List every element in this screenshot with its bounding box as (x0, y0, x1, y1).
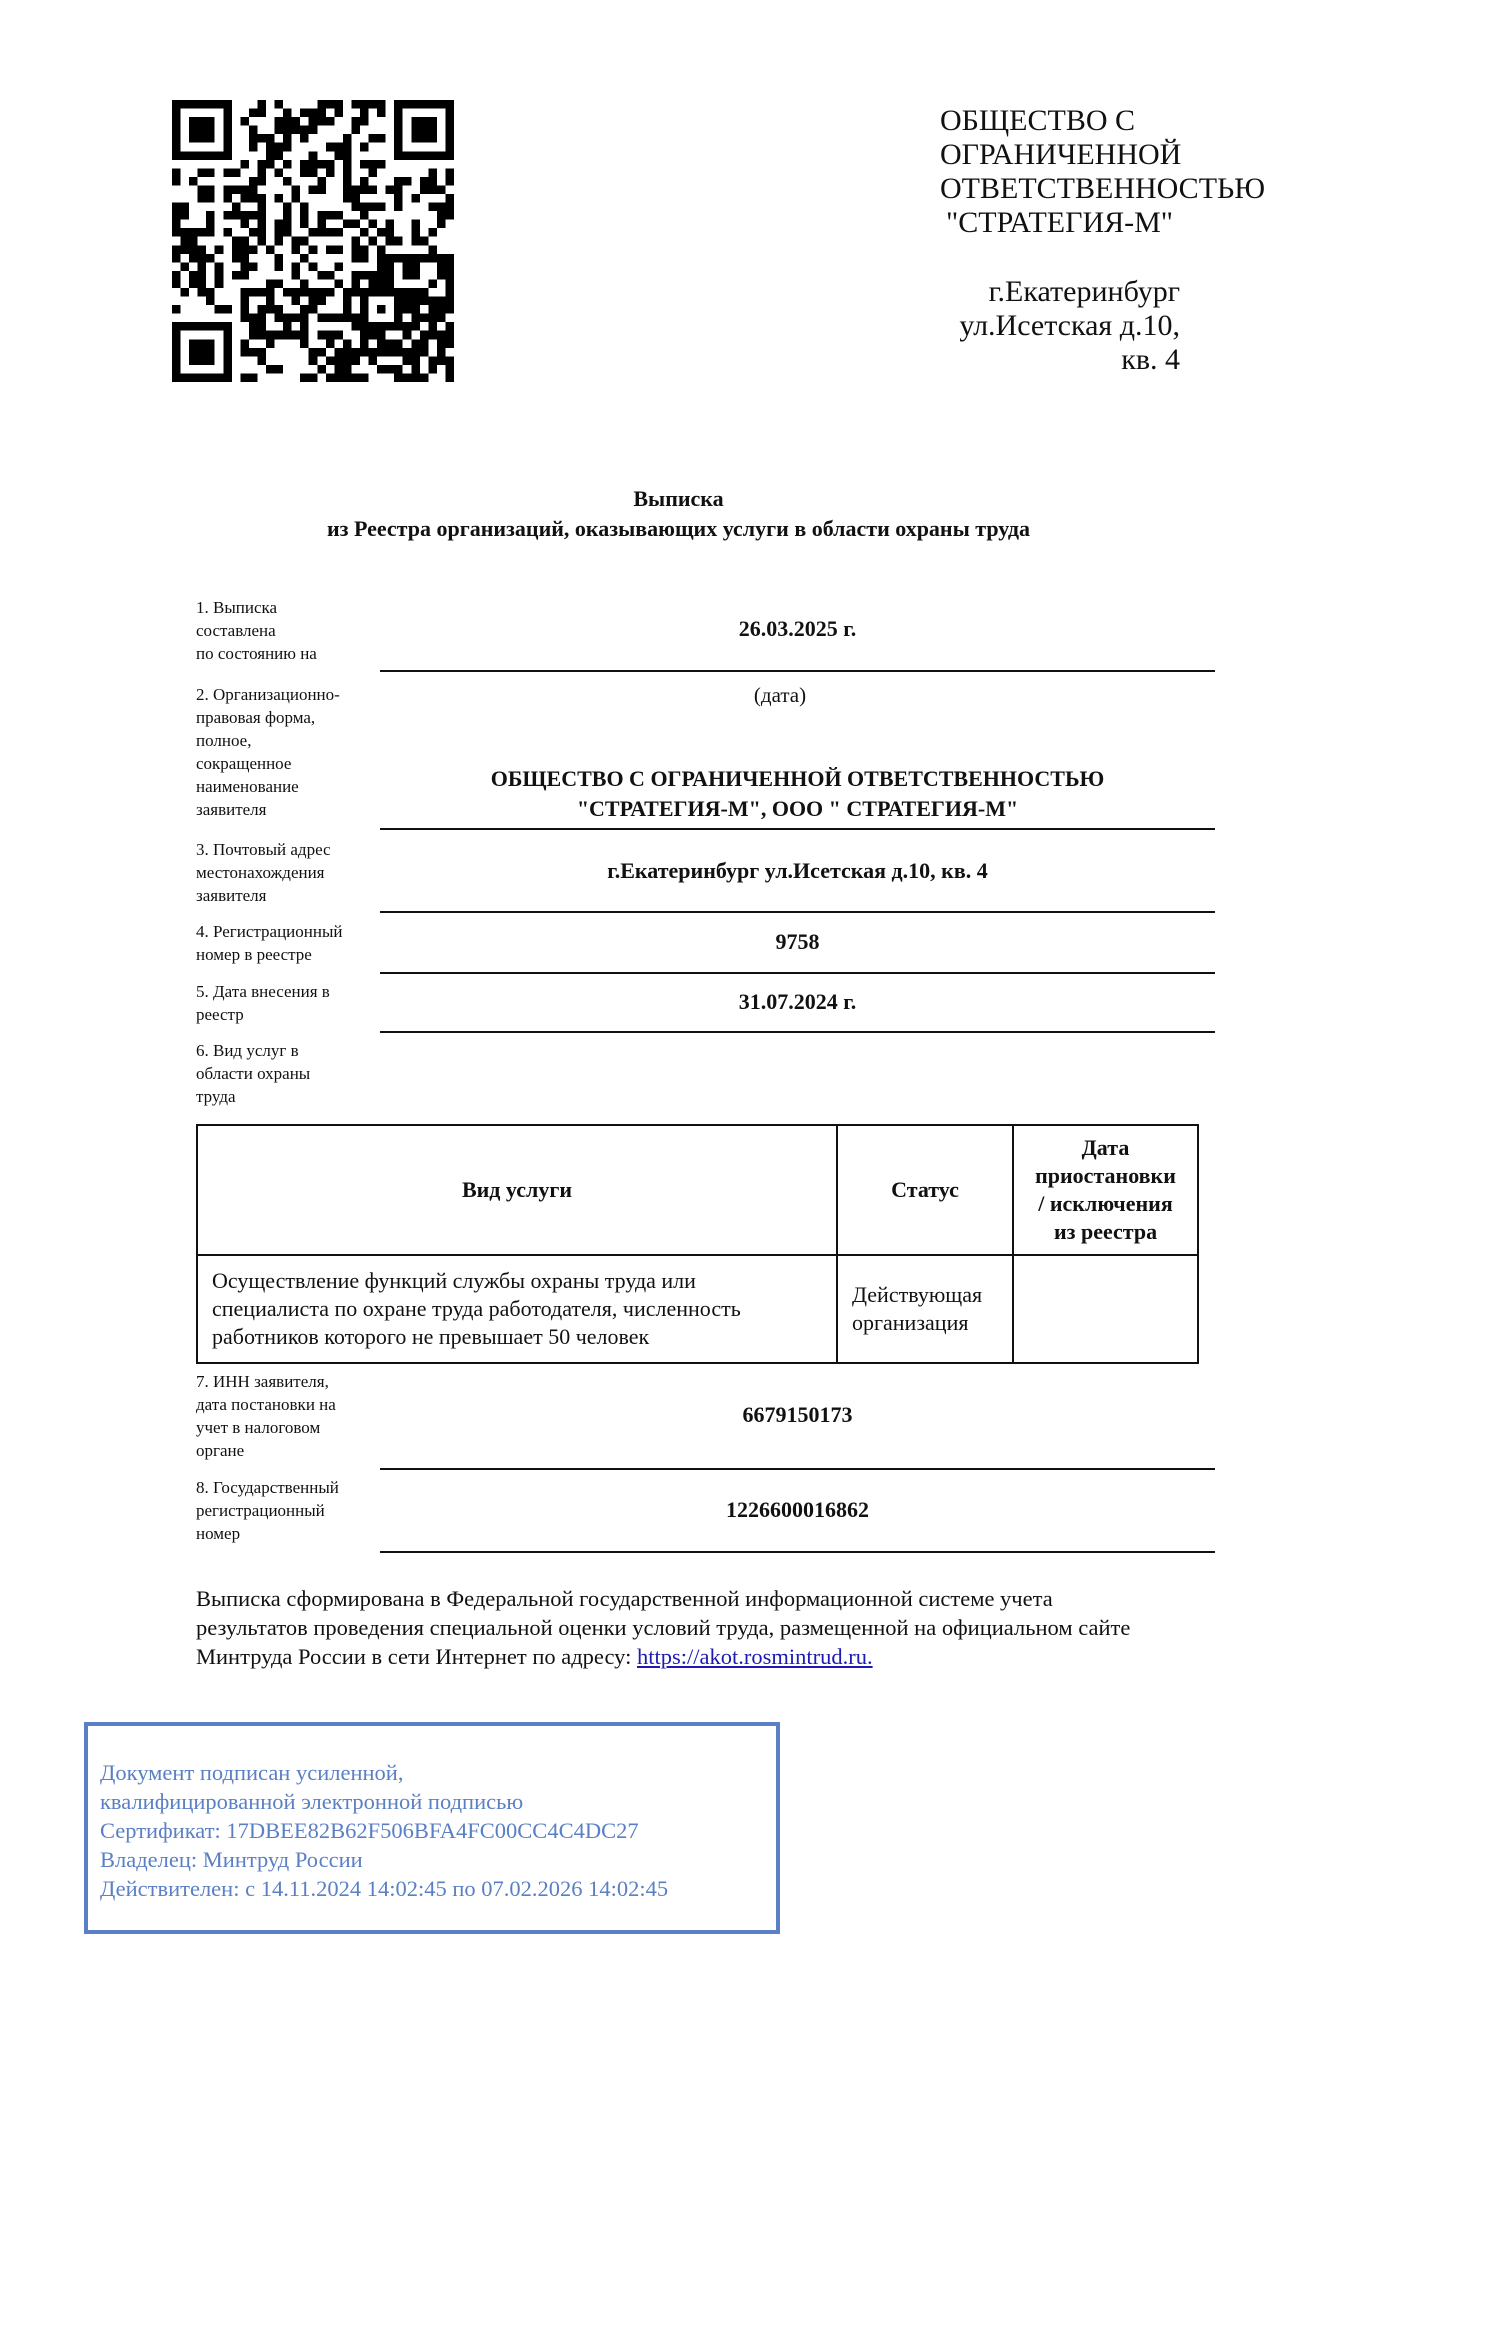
label-line: реестр (196, 1005, 244, 1024)
header-status: Статус (837, 1125, 1013, 1255)
label-line: 7. ИНН заявителя, (196, 1372, 329, 1391)
label-line: составлена (196, 621, 276, 640)
title-line-2: из Реестра организаций, оказывающих услуги в области охраны труда (326, 516, 1031, 541)
label-line: 6. Вид услуг в (196, 1041, 299, 1060)
addressee-address (940, 275, 1180, 377)
field-8-value: 1226600016862 (726, 1497, 869, 1522)
label-line: дата постановки на (196, 1395, 336, 1414)
field-8-underline (380, 1551, 1215, 1553)
field-1-hint: (дата) (753, 683, 807, 707)
label-line: полное, (196, 731, 252, 750)
rosmintrud-link[interactable]: https://akot.rosmintrud.ru. (637, 1644, 873, 1669)
cell-line: Действующая (852, 1282, 983, 1307)
cell-line: Осуществление функций службы охраны труда или (212, 1268, 696, 1293)
field-4-underline (380, 972, 1215, 974)
field-1-underline (380, 670, 1215, 672)
address-line: г.Екатеринбург (988, 275, 1180, 308)
cell-status (837, 1255, 1013, 1363)
footer-line-prefix: Минтруда России в сети Интернет по адресу: (196, 1644, 637, 1669)
label-line: заявителя (196, 886, 267, 905)
field-4-label (196, 920, 381, 966)
footer-line: Выписка сформирована в Федеральной государственной информационной системе учета (196, 1586, 1053, 1611)
field-1-value: 26.03.2025 г. (738, 616, 857, 641)
table-row (197, 1255, 1198, 1363)
stamp-owner: Владелец: Минтруд России (100, 1847, 363, 1872)
addressee-line: ОБЩЕСТВО С (940, 104, 1135, 137)
field-3-label (196, 838, 381, 907)
label-line: сокращенное (196, 754, 292, 773)
footer-note (196, 1584, 1236, 1671)
field-5-label (196, 980, 381, 1026)
field-5-value: 31.07.2024 г. (738, 989, 857, 1014)
field-8-label (196, 1476, 381, 1545)
field-3-value: г.Екатеринбург ул.Исетская д.10, кв. 4 (607, 858, 988, 883)
header-date (1013, 1125, 1198, 1255)
label-line: учет в налоговом (196, 1418, 321, 1437)
label-line: правовая форма, (196, 708, 316, 727)
header-date-line: из реестра (1053, 1219, 1158, 1244)
label-line: по состоянию на (196, 644, 317, 663)
addressee-org-name (940, 104, 1320, 240)
address-line: ул.Исетская д.10, (959, 309, 1180, 342)
address-line: кв. 4 (1121, 343, 1180, 376)
field-2-underline (380, 828, 1215, 830)
label-line: 3. Почтовый адрес (196, 840, 331, 859)
qr-code-icon (172, 100, 454, 382)
stamp-validity: Действителен: с 14.11.2024 14:02:45 по 07.02.2026 14:02:45 (100, 1876, 669, 1901)
header-date-line: приостановки (1035, 1163, 1176, 1188)
field-5-underline (380, 1031, 1215, 1033)
value-line: "СТРАТЕГИЯ-М", ООО " СТРАТЕГИЯ-М" (576, 796, 1019, 821)
field-7-underline (380, 1468, 1215, 1470)
field-4-value: 9758 (775, 929, 820, 954)
label-line: номер в реестре (196, 945, 312, 964)
addressee-line: ОГРАНИЧЕННОЙ (940, 138, 1182, 171)
header-service: Вид услуги (197, 1125, 837, 1255)
addressee-line: ОТВЕТСТВЕННОСТЬЮ (940, 172, 1266, 205)
field-2-label (196, 683, 381, 821)
header-date-line: / исключения (1038, 1191, 1173, 1216)
title-line-1: Выписка (633, 486, 724, 511)
field-1-label (196, 596, 381, 665)
header-date-line: Дата (1081, 1135, 1130, 1160)
stamp-certificate: Сертификат: 17DBEE82B62F506BFA4FC00CC4C4DC27 (100, 1818, 639, 1843)
label-line: 2. Организационно- (196, 685, 340, 704)
table-header-row (197, 1125, 1198, 1255)
field-6-label (196, 1039, 381, 1108)
label-line: регистрационный (196, 1501, 325, 1520)
footer-line: результатов проведения специальной оценки условий труда, размещенной на официальном сайте (196, 1615, 1131, 1640)
cell-service (197, 1255, 837, 1363)
stamp-line: Документ подписан усиленной, (100, 1760, 404, 1785)
label-line: заявителя (196, 800, 267, 819)
label-line: местонахождения (196, 863, 325, 882)
field-7-value: 6679150173 (742, 1402, 853, 1427)
stamp-line: квалифицированной электронной подписью (100, 1789, 524, 1814)
value-line: ОБЩЕСТВО С ОГРАНИЧЕННОЙ ОТВЕТСТВЕННОСТЬЮ (490, 766, 1105, 791)
field-3-underline (380, 911, 1215, 913)
footer-line (196, 1642, 1236, 1671)
label-line: 8. Государственный (196, 1478, 339, 1497)
label-line: 1. Выписка (196, 598, 278, 617)
label-line: 4. Регистрационный (196, 922, 343, 941)
cell-date (1013, 1255, 1198, 1363)
e-signature-stamp (84, 1722, 780, 1934)
cell-line: работников которого не превышает 50 человек (212, 1324, 650, 1349)
field-2-value (380, 764, 1215, 824)
label-line: труда (196, 1087, 236, 1106)
cell-line: организация (852, 1310, 969, 1335)
services-table (196, 1124, 1199, 1364)
cell-line: специалиста по охране труда работодателя, численность (212, 1296, 741, 1321)
addressee-line: "СТРАТЕГИЯ-М" (946, 206, 1174, 239)
label-line: 5. Дата внесения в (196, 982, 330, 1001)
label-line: номер (196, 1524, 241, 1543)
label-line: наименование (196, 777, 299, 796)
label-line: области охраны (196, 1064, 311, 1083)
label-line: органе (196, 1441, 245, 1460)
field-7-label (196, 1370, 381, 1462)
document-title (0, 484, 1357, 544)
